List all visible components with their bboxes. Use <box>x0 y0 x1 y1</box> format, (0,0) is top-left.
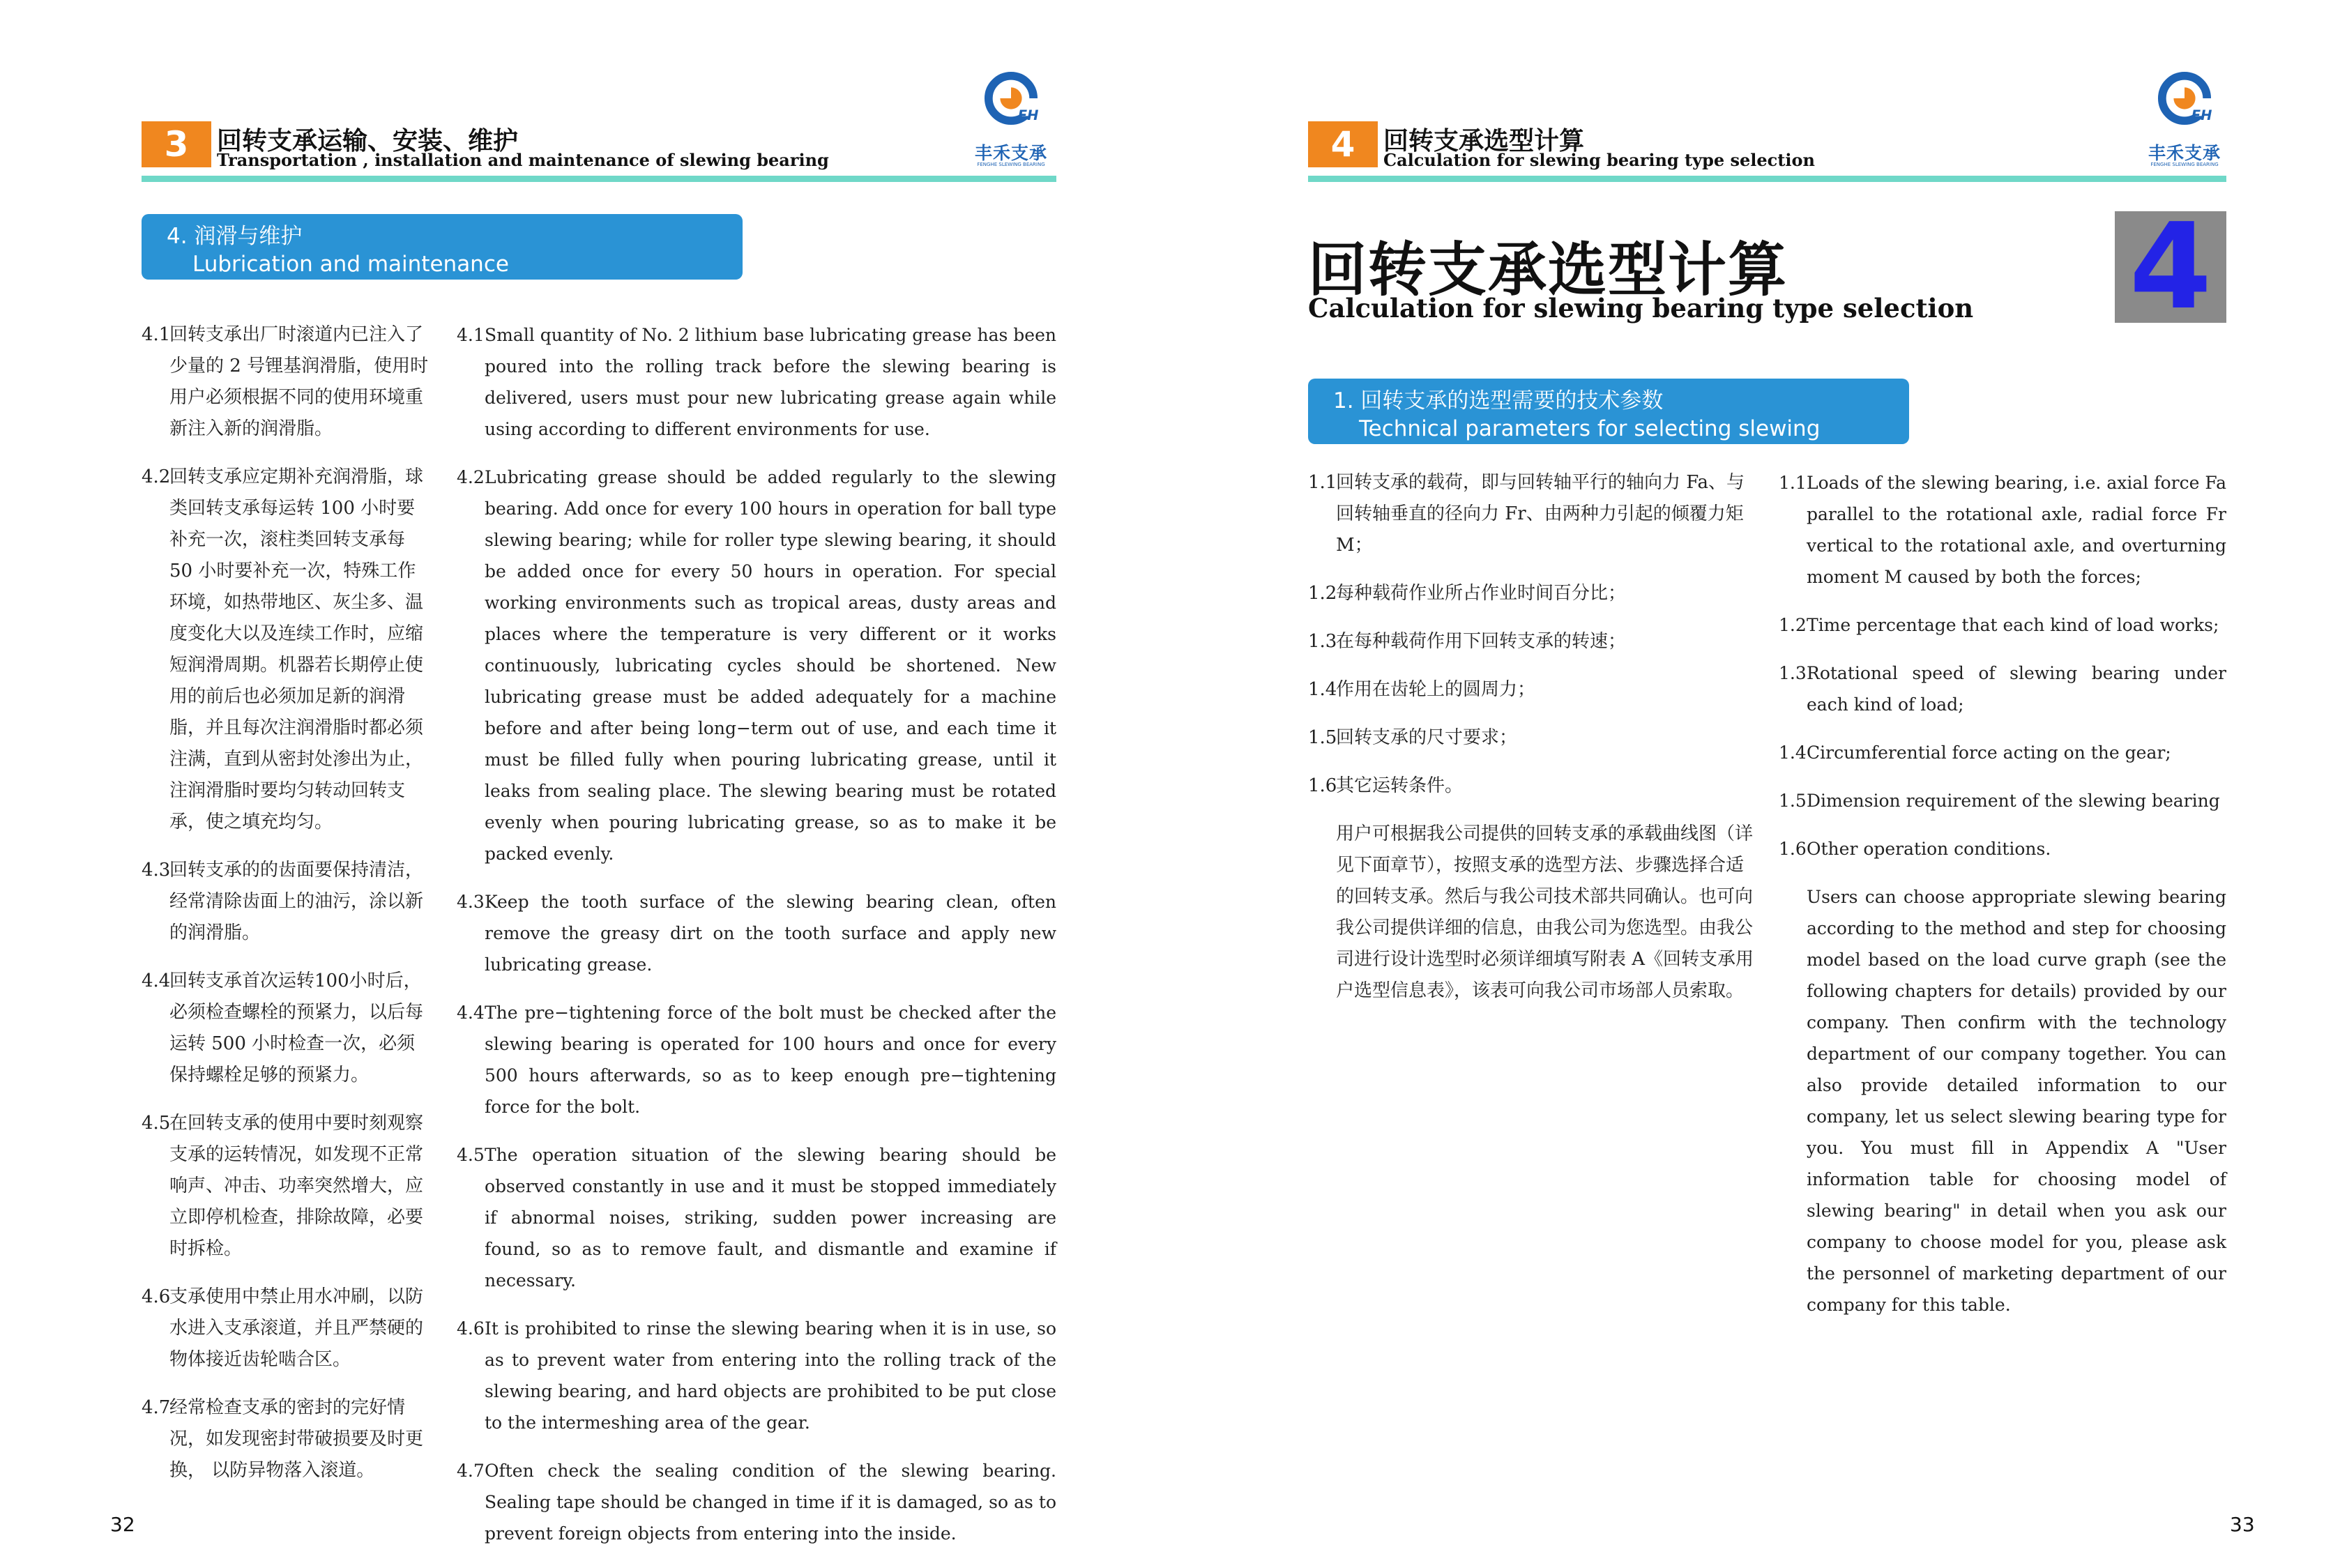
list-item <box>1779 467 2226 593</box>
section-heading <box>1308 379 1909 469</box>
item-text: Loads of the slewing bearing, i.e. axial force Fa parallel to the rotational axle, radial force Fr vertical to the rotational axle, and overturning moment M caused by both the forces; <box>1807 473 2226 587</box>
item-number: 4.5 <box>457 1145 485 1165</box>
header-divider <box>142 176 1056 182</box>
fh-logo-icon <box>2157 71 2212 125</box>
item-text: 作用在齿轮上的圆周力； <box>1336 679 1536 700</box>
section-heading-cn: 4. 润滑与维护 <box>167 224 303 249</box>
chapter-title-en: Calculation for slewing bearing type selection <box>1308 293 1974 324</box>
company-logo <box>966 67 1056 172</box>
list-item <box>1308 674 1754 706</box>
list-item <box>1779 609 2226 641</box>
item-text: Dimension requirement of the slewing bearing <box>1807 791 2220 811</box>
item-number: 1.2 <box>1779 615 1807 635</box>
list-item <box>457 886 1056 980</box>
item-number: 4.6 <box>142 1286 171 1307</box>
list-item <box>142 966 429 1091</box>
item-number: 1.2 <box>1308 583 1337 604</box>
logo-subtitle: FENGHE SLEWING BEARING <box>2150 162 2219 167</box>
item-number: 4.6 <box>457 1318 485 1339</box>
chapter-number-badge: 3 <box>142 121 211 167</box>
item-number: 4.2 <box>142 466 171 487</box>
list-item <box>457 997 1056 1122</box>
item-text: 回转支承的尺寸要求； <box>1336 727 1518 748</box>
item-text: 回转支承的的齿面要保持清洁，经常清除齿面上的油污，涂以新的润滑脂。 <box>169 860 424 943</box>
item-text: Lubricating grease should be added regularly to the slewing bearing. Add once for every 100 hours in operation for ball type slewing bearing; while for roller type slewing bearing, it should be added once for every 50 hours in operation. For special working environments such as tropical areas, dusty areas and places where the temperature is very different or it works continuously, lubricating cycles should be shortened. New lubricating grease must be added adequately for a machine before and after being long−term out of use, and each time it must be filled fully when pouring lubricating grease, until it leaks from sealing place. The slewing bearing must be rotated evenly when pouring lubricating grease, so as to make it be packed evenly. <box>485 467 1056 864</box>
item-number: 4.7 <box>457 1461 485 1481</box>
list-item <box>1308 626 1754 657</box>
item-text: Often check the sealing condition of the slewing bearing. Sealing tape should be changed in time if it is damaged, so as to prevent foreign objects from entering into the inside. <box>485 1461 1056 1544</box>
chinese-text-column <box>1308 467 1754 1007</box>
list-item <box>1308 578 1754 609</box>
list-item <box>142 462 429 838</box>
page-header <box>1308 119 2223 170</box>
list-item <box>1779 737 2226 768</box>
item-number: 4.7 <box>142 1397 171 1418</box>
item-text: 其它运转条件。 <box>1336 775 1464 796</box>
header-title-en: Calculation for slewing bearing type selection <box>1383 150 1815 170</box>
logo-name: 丰禾支承 <box>974 143 1047 163</box>
item-number: 4.3 <box>457 892 485 912</box>
item-text: Keep the tooth surface of the slewing bearing clean, often remove the greasy dirt on the tooth surface and apply new lubricating grease. <box>485 892 1056 975</box>
header-title-cn: 回转支承运输、安装、维护 <box>217 126 519 155</box>
item-number: 1.1 <box>1308 472 1337 493</box>
list-item <box>457 319 1056 445</box>
item-number: 1.4 <box>1308 679 1337 700</box>
english-text-column <box>457 319 1056 1566</box>
section-heading-en: Lubrication and maintenance <box>192 252 509 277</box>
item-number: 1.6 <box>1779 839 1807 859</box>
right-page <box>1170 0 2340 1568</box>
item-number: 1.6 <box>1308 775 1337 796</box>
section-heading <box>142 214 743 280</box>
item-number: 1.5 <box>1779 791 1807 811</box>
list-item <box>1779 657 2226 720</box>
item-number: 1.1 <box>1779 473 1807 493</box>
company-logo <box>2139 67 2230 172</box>
item-text: 在回转支承的使用中要时刻观察支承的运转情况，如发现不正常响声、冲击、功率突然增大，应立即停机检查，排除故障，必要时拆检。 <box>169 1113 424 1259</box>
page-header <box>142 119 1056 170</box>
list-item <box>1308 467 1754 561</box>
list-item <box>1779 833 2226 865</box>
header-title-en: Transportation , installation and maintenance of slewing bearing <box>217 150 829 170</box>
logo-subtitle: FENGHE SLEWING BEARING <box>977 162 1045 167</box>
list-item <box>142 855 429 949</box>
item-text: Time percentage that each kind of load works; <box>1807 615 2219 635</box>
item-number: 4.5 <box>142 1113 171 1134</box>
list-item <box>457 462 1056 869</box>
english-text-column <box>1779 467 2226 1320</box>
section-heading-cn: 1. 回转支承的选型需要的技术参数 <box>1333 388 1664 413</box>
list-item <box>457 1313 1056 1438</box>
list-item <box>1308 722 1754 754</box>
item-text: 回转支承应定期补充润滑脂，球类回转支承每运转 100 小时要补充一次，滚柱类回转支承每 50 小时要补充一次，特殊工作环境，如热带地区、灰尘多、温度变化大以及连续工作时，应缩短润滑周期。机器若长期停止使用的前后也必须加足新的润滑脂，并且每次注润滑脂时都必须注满，直到从密封处渗出为止，注润滑脂时要均匀转动回转支承，使之填充均匀。 <box>169 466 424 832</box>
item-text: 每种载荷作业所占作业时间百分比； <box>1336 583 1627 604</box>
item-text: Rotational speed of slewing bearing under each kind of load; <box>1807 663 2226 715</box>
list-item <box>142 1281 429 1376</box>
item-text: The pre−tightening force of the bolt must be checked after the slewing bearing is operated for 100 hours and once for every 500 hours afterwards, so as to keep enough pre−tightening force for the bolt. <box>485 1003 1056 1117</box>
chapter-title-cn: 回转支承选型计算 <box>1308 235 1788 304</box>
item-number: 4.3 <box>142 860 171 881</box>
item-text: 回转支承首次运转100小时后，必须检查螺栓的预紧力，以后每运转 500 小时检查一次，必须保持螺栓足够的预紧力。 <box>169 971 424 1086</box>
list-item <box>142 1392 429 1486</box>
list-item <box>457 1455 1056 1549</box>
item-text: Small quantity of No. 2 lithium base lubricating grease has been poured into the rolling track before the slewing bearing is delivered, users must pour new lubricating grease again while using according to different environments for use. <box>485 325 1056 439</box>
item-text: 回转支承出厂时滚道内已注入了少量的 2 号锂基润滑脂，使用时用户必须根据不同的使用环境重新注入新的润滑脂。 <box>169 324 429 439</box>
item-number: 4.1 <box>142 324 171 345</box>
section-heading-en: Technical parameters for selecting slewing bearing <box>1359 416 1821 469</box>
header-title-cn: 回转支承选型计算 <box>1383 126 1585 155</box>
body-paragraph: Users can choose appropriate slewing bearing according to the method and step for choosing model based on the load curve graph (see the following chapters for details) provided by our company. Then confirm with the technology department of our company together. You can also provide detailed information to our company, let us select slewing bearing type for you. You must fill in Appendix A "User information table for choosing model of slewing bearing" in detail when you ask our company to choose model for you, please ask the personnel of marketing department of our company for this table. <box>1807 887 2226 1315</box>
item-text: 经常检查支承的密封的完好情况，如发现密封带破损要及时更换， 以防异物落入滚道。 <box>169 1397 424 1481</box>
item-text: Circumferential force acting on the gear; <box>1807 743 2171 763</box>
svg-text:FH: FH <box>2191 107 2212 124</box>
list-item <box>457 1139 1056 1296</box>
logo-name: 丰禾支承 <box>2148 143 2221 163</box>
list-item <box>1308 770 1754 802</box>
header-divider <box>1308 176 2226 182</box>
list-item <box>142 1108 429 1265</box>
list-item <box>1779 785 2226 816</box>
item-number: 4.2 <box>457 467 485 487</box>
body-paragraph: 用户可根据我公司提供的回转支承的承载曲线图（详见下面章节），按照支承的选型方法、步骤选择合适的回转支承。然后与我公司技术部共同确认。也可向我公司提供详细的信息，由我公司为您选型。由我公司进行设计选型时必须详细填写附表 A《回转支承用户选型信息表》，该表可向我公司市场部人员索取。 <box>1336 823 1754 1001</box>
item-text: 支承使用中禁止用水冲刷，以防水进入支承滚道，并且严禁硬的物体接近齿轮啮合区。 <box>169 1286 424 1370</box>
item-number: 1.3 <box>1308 631 1337 652</box>
item-number: 4.4 <box>457 1003 485 1023</box>
item-number: 1.3 <box>1779 663 1807 683</box>
item-text: 在每种载荷作用下回转支承的转速； <box>1336 631 1627 652</box>
item-number: 4.1 <box>457 325 485 345</box>
item-text: Other operation conditions. <box>1807 839 2051 859</box>
list-item <box>142 319 429 445</box>
chapter-number-block: 4 <box>2115 211 2226 323</box>
page-number: 32 <box>110 1513 135 1536</box>
fh-logo-icon <box>984 71 1038 125</box>
item-number: 1.4 <box>1779 743 1807 763</box>
svg-text:FH: FH <box>1017 107 1038 124</box>
item-text: 回转支承的载荷，即与回转轴平行的轴向力 Fa、与回转轴垂直的径向力 Fr、由两种力引起的倾覆力矩 M； <box>1336 472 1745 556</box>
item-text: It is prohibited to rinse the slewing bearing when it is in use, so as to prevent water from entering into the rolling track of the slewing bearing, and hard objects are prohibited to be put close to the intermeshing area of the gear. <box>485 1318 1056 1433</box>
page-number: 33 <box>2230 1513 2255 1536</box>
item-text: The operation situation of the slewing bearing should be observed constantly in use and it must be stopped immediately if abnormal noises, striking, sudden power increasing are found, so as to remove fault, and dismantle and examine if necessary. <box>485 1145 1056 1291</box>
chapter-number-badge: 4 <box>1308 121 1378 167</box>
item-number: 1.5 <box>1308 727 1337 748</box>
item-number: 4.4 <box>142 971 171 991</box>
chinese-text-column <box>142 319 429 1503</box>
